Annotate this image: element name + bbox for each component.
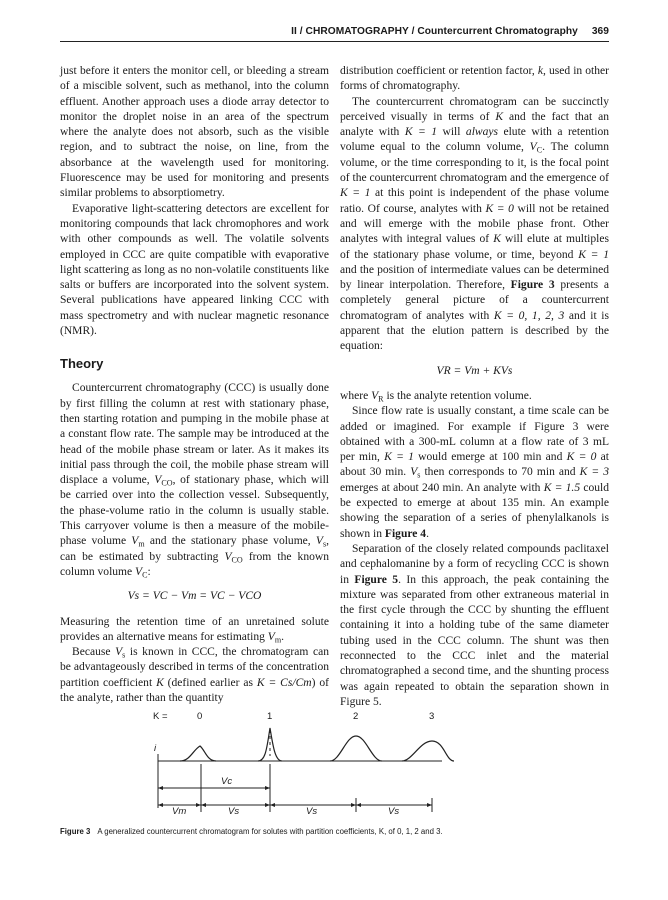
vc-arrow-right: [265, 786, 270, 790]
caption-label: Figure 3: [60, 827, 91, 836]
header-text: [291, 26, 609, 37]
section-heading-theory: Theory: [60, 356, 104, 372]
header-rule: [60, 41, 609, 42]
caption-text: A generalized countercurrent chromatogram for solutes with partition coefficients, K, of 0, 1, 2 and 3.: [97, 827, 443, 836]
peak-k3: [402, 741, 454, 761]
right-paragraph-3: where $V_R$ is the analyte retention volume.: [340, 389, 532, 404]
vs3-arrow-left: [356, 803, 361, 807]
vs-label-1: Vs: [228, 806, 240, 817]
k-value-3: 3: [429, 711, 435, 722]
k-value-1: 1: [267, 711, 273, 722]
vs1-arrow-left: [201, 803, 206, 807]
vm-arrow-left: [158, 803, 163, 807]
left-paragraph-1: just before it enters the monitor cell, or bleeding a stream of a miscible solvent, such as methanol, into the column effluent. Another approach uses a diode array detector to monitor the droplet noise in an area of the spectrum where the analyte does not absorb, such as the visible region, and to subtract the noise, on line, from the absorbance at the wavelength used for monitoring. Fluorescence may be used for monitoring and presents similar problems to absorptiometry.: [60, 65, 329, 200]
vm-label: Vm: [172, 806, 187, 817]
header-title: II / CHROMATOGRAPHY / Countercurrent Chromatography: [291, 26, 578, 37]
k-value-0: 0: [197, 711, 203, 722]
left-paragraph-4: Measuring the retention time of an unretained solute provides an alternative means for estimating $V_m$.: [60, 615, 329, 645]
peak-k2: [330, 736, 382, 761]
right-paragraph-4: Since flow rate is usually constant, a time scale can be added or imagined. For example if Figure 3 were obtained with a 300-mL column at a flow rate of 3 mL per min, K = 1 would emerge at 100 min and K = 0 at about 30 min. $V_s$ then corresponds to 70 min and K = 3 emerges at about 240 min. An analyte with K = 1.5 could be expected to emerge at about 135 min. An example showing the separation of a series of phenylalkanols is shown in Figure 4.: [340, 405, 610, 540]
left-column: [60, 64, 329, 706]
figure-3-chromatogram: [140, 706, 460, 821]
peak-k0: [180, 746, 216, 761]
vs3-arrow-right: [427, 803, 432, 807]
k-equals-label: K =: [153, 711, 168, 722]
running-header: [60, 26, 609, 48]
left-paragraph-5: Because $V_s$ is known in CCC, the chromatogram can be advantageously described in terms of the concentration partition coefficient K (defined earlier as K = Cs/Cm) of the analyte, rather than the quantity: [60, 646, 329, 704]
page-number: 369: [591, 26, 609, 37]
vs-label-2: Vs: [306, 806, 318, 817]
equation-retention-volume: VR = Vm + KVs: [436, 364, 513, 377]
right-paragraph-5: Separation of the closely related compounds paclitaxel and cephalomanine by a form of recycling CCC is shown in Figure 5. In this approach, the peak containing the mixture was separated from other extraneous material in the first cycle through the CCC by shunting the effluent containing it into a holding tube of the same diameter tubing used in the CCC column. The shunt was then reconnected to the CCC inlet and the material chromatographed a second time, and the shunting process was again repeated to obtain the separation shown in Figure 5.: [340, 542, 609, 708]
right-paragraph-2: The countercurrent chromatogram can be succinctly perceived visually in terms of K and the fact that an analyte with K = 1 will always elute with a retention volume equal to the column volume, $V_C$. The column volume, or the time corresponding to it, is the focal point of the countercurrent chromatogram and the emergence of K = 1 at this point is independent of the phase volume ratio. Of course, analytes with K = 0 will not be retained and will emerge with the mobile phase front. Other analytes with integral values of K will elute at multiples of the stationary phase volume, or time, beyond K = 1 and the position of intermediate values can be determined by linear interpolation. Therefore, Figure 3 presents a completely general picture of a countercurrent chromatogram of analytes with K = 0, 1, 2, 3 and it is apparent that the elution pattern is described by the equation:: [340, 95, 609, 353]
right-column: [340, 64, 609, 710]
injection-label: i: [154, 743, 157, 754]
equation-stationary-volume: Vs = VC − Vm = VC − VCO: [127, 590, 262, 603]
left-paragraph-3: Countercurrent chromatography (CCC) is usually done by first filling the column at rest with stationary phase, then starting rotation and pumping in the mobile phase at a constant flow rate. The sample may be introduced at the head of the mobile phase stream or later. As it makes its initial pass through the coil, the mobile phase stream will displace a volume, $V_{CO}$, of stationary phase, which will be carried over into the collection vessel. Subsequently, the phase-volume ratio in the column is usually stable. This carryover volume is then a measure of the mobile-phase volume $V_m$ and the stationary phase volume, $V_s$, can be estimated by subtracting $V_{CO}$ from the known column volume $V_C$:: [60, 382, 329, 580]
figure-3-caption: [60, 826, 620, 837]
vc-arrow-left: [158, 786, 163, 790]
right-paragraph-1: distribution coefficient or retention factor, k, used in other forms of chromatography.: [340, 65, 610, 93]
k-value-2: 2: [353, 711, 359, 722]
vs1-arrow-right: [265, 803, 270, 807]
chromatogram-diagram: [140, 706, 460, 821]
vm-arrow-right: [196, 803, 201, 807]
vs2-arrow-left: [270, 803, 275, 807]
vs-label-3: Vs: [388, 806, 400, 817]
vc-label: Vc: [221, 776, 233, 787]
vs2-arrow-right: [351, 803, 356, 807]
left-paragraph-2: Evaporative light-scattering detectors are excellent for monitoring compounds that lack chromophores and work with other compounds as well. The volatile solvents employed in CCC are quite compatible with evaporative light scattering as long as no non-volatile constituents like salts or buffers are incorporated into the solvent system. Several publications have appeared linking CCC with mass spectrometry and with nuclear magnetic resonance (NMR).: [60, 202, 329, 338]
